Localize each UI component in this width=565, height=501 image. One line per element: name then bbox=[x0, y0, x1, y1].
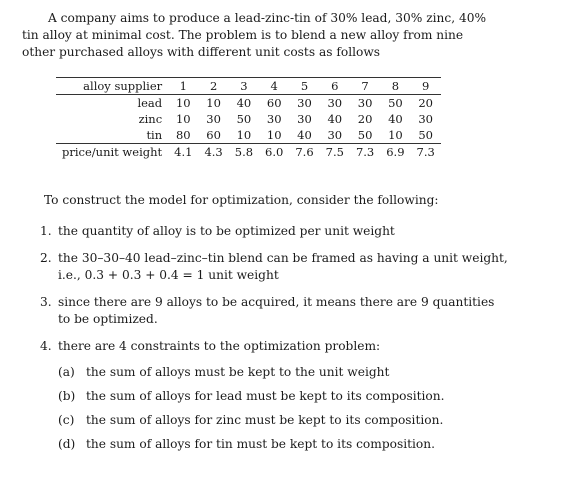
table-cell: 7.6 bbox=[289, 144, 319, 161]
table-cell: 6.9 bbox=[380, 144, 410, 161]
sublist-letter: (a) bbox=[58, 365, 75, 379]
list-item-text: there are 4 constraints to the optimization problem: bbox=[58, 339, 381, 353]
table-cell: 1 bbox=[168, 78, 198, 95]
list-number: 3. bbox=[40, 295, 52, 309]
table-cell: 50 bbox=[418, 128, 433, 142]
table-cell: 4.1 bbox=[168, 144, 198, 161]
table-cell: 40 bbox=[297, 128, 312, 142]
table-cell: 50 bbox=[357, 128, 373, 142]
table-cell: 3 bbox=[229, 78, 259, 95]
table-cell: 50 bbox=[236, 112, 252, 126]
table-cell: 6 bbox=[320, 78, 350, 95]
table-cell: 7.3 bbox=[350, 144, 380, 161]
list-item-text: the quantity of alloy is to be optimized per unit weight bbox=[58, 224, 395, 238]
table-cell: 7.5 bbox=[320, 144, 350, 161]
table-cell: 4 bbox=[259, 78, 289, 95]
row-label: tin bbox=[146, 128, 163, 142]
table-cell: 6.0 bbox=[259, 144, 289, 161]
table-cell: 10 bbox=[236, 128, 252, 142]
considerations-list bbox=[40, 223, 510, 453]
sublist-item bbox=[58, 436, 510, 453]
sublist-item bbox=[58, 412, 510, 429]
sublist-letter: (d) bbox=[58, 437, 76, 451]
table-cell: 30 bbox=[357, 96, 373, 110]
table-cell: 30 bbox=[206, 112, 221, 126]
list-item-text: since there are 9 alloys to be acquired, it means there are 9 quantities bbox=[58, 295, 495, 309]
table-cell: 10 bbox=[266, 128, 282, 142]
table-row bbox=[56, 127, 441, 144]
table-cell: 10 bbox=[175, 112, 191, 126]
table-cell: 7 bbox=[350, 78, 380, 95]
list-item bbox=[40, 250, 510, 284]
list-item-text: i.e., 0.3 + 0.3 + 0.4 = 1 unit weight bbox=[58, 268, 279, 282]
list-number: 1. bbox=[40, 224, 52, 238]
table-cell: 30 bbox=[327, 96, 343, 110]
sublist-text: the sum of alloys must be kept to the unit weight bbox=[86, 365, 390, 379]
table-cell: 20 bbox=[357, 112, 373, 126]
table-cell: 5 bbox=[289, 78, 319, 95]
table-cell: 30 bbox=[297, 96, 312, 110]
sublist-text: the sum of alloys for tin must be kept to its composition. bbox=[86, 437, 435, 451]
table-cell: 8 bbox=[380, 78, 410, 95]
table-header-row bbox=[56, 78, 441, 95]
constraints-sublist bbox=[58, 364, 510, 453]
table-cell: 30 bbox=[266, 112, 282, 126]
row-label: zinc bbox=[138, 112, 163, 126]
list-item bbox=[40, 223, 510, 240]
row-label: price/unit weight bbox=[56, 144, 168, 161]
table-cell: 30 bbox=[327, 128, 343, 142]
list-item-text: the 30–30–40 lead–zinc–tin blend can be framed as having a unit weight, bbox=[58, 251, 508, 265]
consider-paragraph: To construct the model for optimization, consider the following: bbox=[44, 193, 439, 207]
table-cell: 80 bbox=[175, 128, 191, 142]
sublist-letter: (b) bbox=[58, 389, 76, 403]
intro-line: tin alloy at minimal cost. The problem is to blend a new alloy from nine bbox=[22, 28, 464, 42]
table-cell: 2 bbox=[198, 78, 228, 95]
sublist-letter: (c) bbox=[58, 413, 75, 427]
list-number: 4. bbox=[40, 339, 52, 353]
table-cell: 20 bbox=[418, 96, 433, 110]
table-cell: 30 bbox=[297, 112, 312, 126]
table-cell: 10 bbox=[175, 96, 191, 110]
table-cell: 10 bbox=[388, 128, 403, 142]
table-cell: 5.8 bbox=[229, 144, 259, 161]
table-cell: 60 bbox=[266, 96, 282, 110]
intro-paragraph bbox=[22, 10, 508, 61]
table-price-row bbox=[56, 144, 441, 161]
table-cell: 50 bbox=[388, 96, 403, 110]
table-cell: 30 bbox=[418, 112, 433, 126]
list-item bbox=[40, 294, 510, 328]
intro-line: other purchased alloys with different unit costs as follows bbox=[22, 45, 381, 59]
intro-line: A company aims to produce a lead-zinc-tin of 30% lead, 30% zinc, 40% bbox=[48, 11, 487, 25]
list-item-text: to be optimized. bbox=[58, 312, 158, 326]
table-cell: 9 bbox=[411, 78, 441, 95]
table-cell: 7.3 bbox=[411, 144, 441, 161]
list-number: 2. bbox=[40, 251, 52, 265]
table-row bbox=[56, 111, 441, 127]
sublist-text: the sum of alloys for zinc must be kept to its composition. bbox=[86, 413, 444, 427]
table-cell: 40 bbox=[327, 112, 343, 126]
table-cell: 40 bbox=[388, 112, 403, 126]
sublist-item bbox=[58, 364, 510, 381]
sublist-text: the sum of alloys for lead must be kept to its composition. bbox=[86, 389, 445, 403]
list-item bbox=[40, 338, 510, 453]
table-cell: 4.3 bbox=[198, 144, 228, 161]
table-row bbox=[56, 95, 441, 112]
row-label: alloy supplier bbox=[56, 78, 168, 95]
table-cell: 10 bbox=[206, 96, 221, 110]
row-label: lead bbox=[137, 96, 163, 110]
alloy-table bbox=[56, 77, 441, 160]
sublist-item bbox=[58, 388, 510, 405]
table-cell: 60 bbox=[206, 128, 221, 142]
table-cell: 40 bbox=[236, 96, 252, 110]
